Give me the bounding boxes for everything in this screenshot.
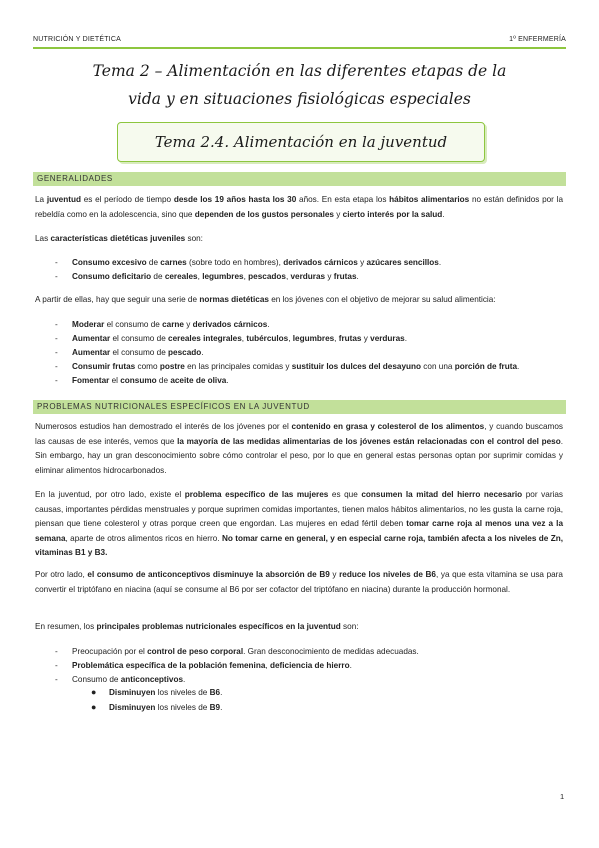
section-heading-generalidades: GENERALIDADES [33,172,566,186]
document-page: NUTRICIÓN Y DIETÉTICA 1º ENFERMERÍA Tema 2 – Alimentación en las diferentes etapas de la vida y en situaciones fisiológicas especiales Tema 2.4. Alimentación en la juventud GENERALIDADES La juventud es el período de tiempo desde los 19 años hasta los 30 años. En esta etapa los hábitos alimentarios no están definidos por la rebeldía como en la adolescencia, sino que dependen de los gustos personales y cierto interés por la salud. Las características dietéticas juveniles son: - Consumo excesivo de carnes (sobre todo en hombres), derivados cárnicos y azúcares sencillos. - Consumo deficitario de cereales, legumbres, pescados, verduras y frutas. A partir de ellas, hay que seguir una serie de normas dietéticas en los jóvenes con el objetivo de mejorar su salud alimenticia: - Moderar el consumo de carne y derivados cárnicos. - Aumentar el consumo de cereales integrales, tubérculos, legumbres, frutas y verduras. - Aumentar el consumo de pescado. - Consumir frutas como postre en las principales comidas y sustituir los dulces del desayuno con una porción de fruta. - Fomentar el consumo de aceite de oliva. PROBLEMAS NUTRICIONALES ESPECÍFICOS EN LA JUVENTUD Numerosos estudios han demostrado el interés de los jóvenes por el contenido en grasa y colesterol de los alimentos, y cuando buscamos las causas de ese interés, vemos que la mayoría de las medidas alimentarias de los jóvenes están relacionadas con el control del peso. Sin embargo, hay un gran desconocimiento sobre cómo controlar el peso, por lo que en general estas personas optan por suprimir comidas y eliminar alimentos hidrocarbonados. En la juventud, por otro lado, existe el problema específico de las mujeres es que consumen la mitad del hierro necesario por varias causas, importantes pérdidas menstruales y porque suprimen comidas importantes, tienen malos hábitos alimentarios, no les gusta la carne roja, piensan que tiene colesterol y otras porque creen que engordan. Las mujeres en edad fértil deben tomar carne roja al menos una vez a la semana, aparte de otros alimentos ricos en hierro. No tomar carne en general, y en especial carne roja, también afecta a los niveles de Zn, vitaminas B1 y B3. Por otro lado, el consumo de anticonceptivos disminuye la absorción de B9 y reduce los niveles de B6, ya que esta vitamina se usa para convertir el triptófano en niacina (aquí se consume al B6 por ser cofactor del triptófano en niacina) durante la producción hormonal. En resumen, los principales problemas nutricionales específicos en la juventud son: - Preocupación por el control de peso corporal. Gran desconocimiento de medidas adecuadas. - Problemática específica de la población femenina, deficiencia de hierro. - Consumo de anticonceptivos. ● Disminuyen los niveles de B6. ● Disminuyen los niveles de B9. 1 [33,36,566,801]
page-header [33,36,566,43]
header-course: 1º ENFERMERÍA [509,36,566,43]
paragraph-resumen-intro: En resumen, los principales problemas nutricionales específicos en la juventud son: [35,622,359,631]
subtitle: Tema 2.4. Alimentación en la juventud [154,133,448,151]
section-heading-problemas: PROBLEMAS NUTRICIONALES ESPECÍFICOS EN LA JUVENTUD [33,400,566,414]
main-title-line-2: vida y en situaciones fisiológicas especiales [128,90,471,108]
page-number: 1 [560,792,565,801]
bullet-icon: ● [91,702,97,712]
main-title [60,57,539,113]
main-title-line-1: Tema 2 – Alimentación en las diferentes etapas de la [92,62,507,80]
paragraph-mujeres-hierro: En la juventud, por otro lado, existe el problema específico de las mujeres es que consumen la mitad del hierro necesario por varias causas, importantes pérdidas menstruales y porque suprimen comidas importantes, tienen malos hábitos alimentarios, no les gusta la carne roja, piensan que tiene colesterol y otras porque creen que engordan. Las mujeres en edad fértil deben tomar carne roja al menos una vez a la semana, aparte de otros alimentos ricos en hierro. No tomar carne en general, y en especial carne roja, también afecta a los niveles de Zn, vitaminas B1 y B3. [35,490,564,558]
paragraph-normas-intro: A partir de ellas, hay que seguir una serie de normas dietéticas en los jóvenes con el objetivo de mejorar su salud alimenticia: [35,295,496,304]
paragraph-caracteristicas-intro: Las características dietéticas juveniles son: [35,234,203,243]
subtitle-box [117,122,485,162]
paragraph-anticonceptivos: Por otro lado, el consumo de anticonceptivos disminuye la absorción de B9 y reduce los niveles de B6, ya que esta vitamina se usa para convertir el triptófano en niacina (aquí se consume al B6 por ser cofactor del triptófano en niacina) durante la producción hormonal. [35,570,563,594]
paragraph-juventud-definition: La juventud es el período de tiempo desde los 19 años hasta los 30 años. En esta etapa los hábitos alimentarios no están definidos por la rebeldía como en la adolescencia, sino que dependen de los gustos personales y cierto interés por la salud. [35,195,564,219]
paragraph-estudios: Numerosos estudios han demostrado el interés de los jóvenes por el contenido en grasa y colesterol de los alimentos, y cuando buscamos las causas de ese interés, vemos que la mayoría de las medidas alimentarias de los jóvenes están relacionadas con el control del peso. Sin embargo, hay un gran desconocimiento sobre cómo controlar el peso, por lo que en general estas personas optan por suprimir comidas y eliminar alimentos hidrocarbonados. [35,422,564,475]
bullet-icon: ● [91,687,97,697]
header-subject: NUTRICIÓN Y DIETÉTICA [33,36,121,43]
header-rule [33,47,566,49]
